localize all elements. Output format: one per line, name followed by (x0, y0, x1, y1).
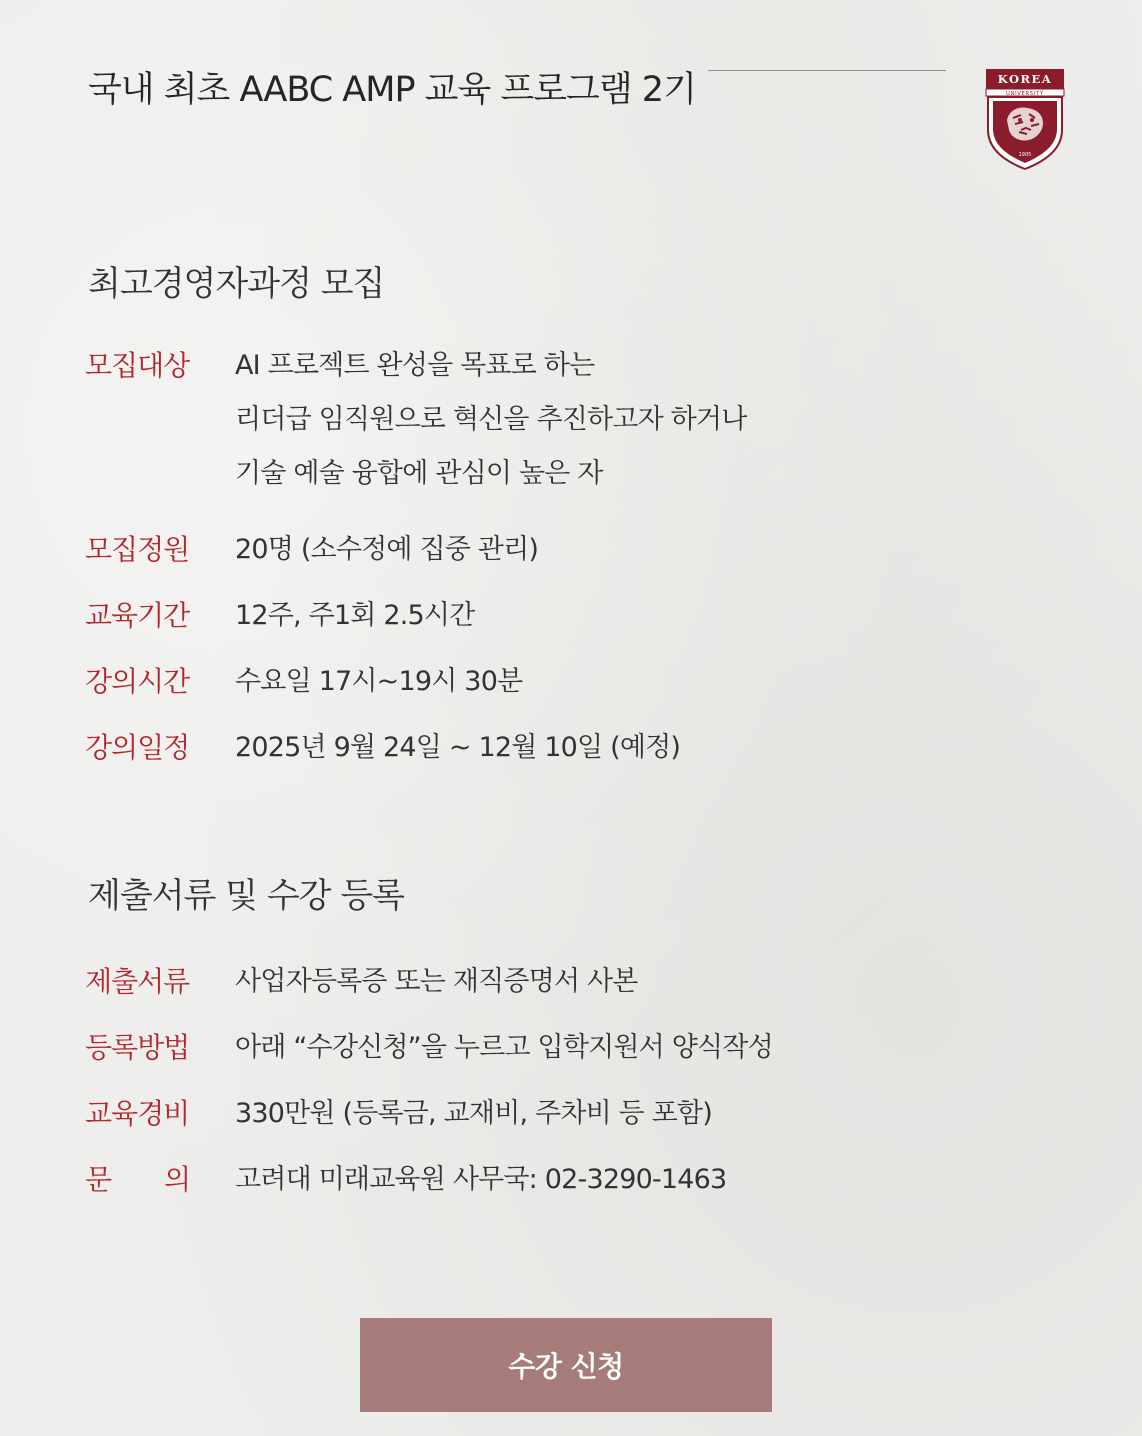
info-label: 제출서류 (85, 965, 190, 998)
info-label: 강의시간 (85, 665, 190, 698)
apply-button[interactable]: 수강 신청 (360, 1318, 772, 1412)
info-row-contact (85, 1160, 726, 1200)
info-row-documents (85, 962, 638, 1002)
info-value-multiline (235, 346, 747, 508)
korea-university-crest-icon (985, 68, 1065, 170)
info-label (85, 1160, 190, 1200)
info-value: 20명 (소수정예 집중 관리) (235, 534, 539, 565)
info-value-line: 리더급 임직원으로 혁신을 추진하고자 하거나 (235, 404, 747, 435)
info-label: 모집대상 (85, 349, 190, 382)
header-divider (708, 70, 946, 71)
info-label: 교육경비 (85, 1097, 190, 1130)
logo-wordmark: KOREA (997, 72, 1053, 86)
registration-section-title: 제출서류 및 수강 등록 (88, 876, 405, 916)
contact-phone: 고려대 미래교육원 사무국: 02-3290-1463 (235, 1164, 727, 1195)
recruitment-section-title: 최고경영자과정 모집 (88, 264, 385, 304)
info-value: 수요일 17시~19시 30분 (235, 666, 523, 697)
info-row-method (85, 1028, 773, 1068)
logo-year: 1905 (1018, 152, 1032, 158)
logo-subtext: UNIVERSITY (1006, 91, 1044, 97)
info-row-fee (85, 1094, 712, 1134)
info-row-capacity (85, 530, 538, 570)
info-value-line: 기술 예술 융합에 관심이 높은 자 (235, 458, 603, 489)
info-label-part: 의 (163, 1163, 190, 1196)
info-value-line: AI 프로젝트 완성을 목표로 하는 (235, 350, 595, 381)
info-value: 2025년 9월 24일 ~ 12월 10일 (예정) (235, 732, 681, 763)
info-label: 등록방법 (85, 1031, 190, 1064)
info-value: 사업자등록증 또는 재직증명서 사본 (235, 966, 638, 997)
info-label-part: 문 (85, 1163, 112, 1196)
info-value: 330만원 (등록금, 교재비, 주차비 등 포함) (235, 1098, 713, 1129)
info-value: 아래 “수강신청”을 누르고 입학지원서 양식작성 (235, 1032, 773, 1063)
info-row-target (85, 346, 747, 508)
page-title: 국내 최초 AABC AMP 교육 프로그램 2기 (88, 70, 696, 110)
info-row-lecture-time (85, 662, 522, 702)
info-row-duration (85, 596, 474, 636)
info-label: 교육기간 (85, 599, 190, 632)
info-value: 12주, 주1회 2.5시간 (235, 600, 475, 631)
info-label: 강의일정 (85, 731, 190, 764)
info-row-schedule (85, 728, 680, 768)
info-label: 모집정원 (85, 533, 190, 566)
